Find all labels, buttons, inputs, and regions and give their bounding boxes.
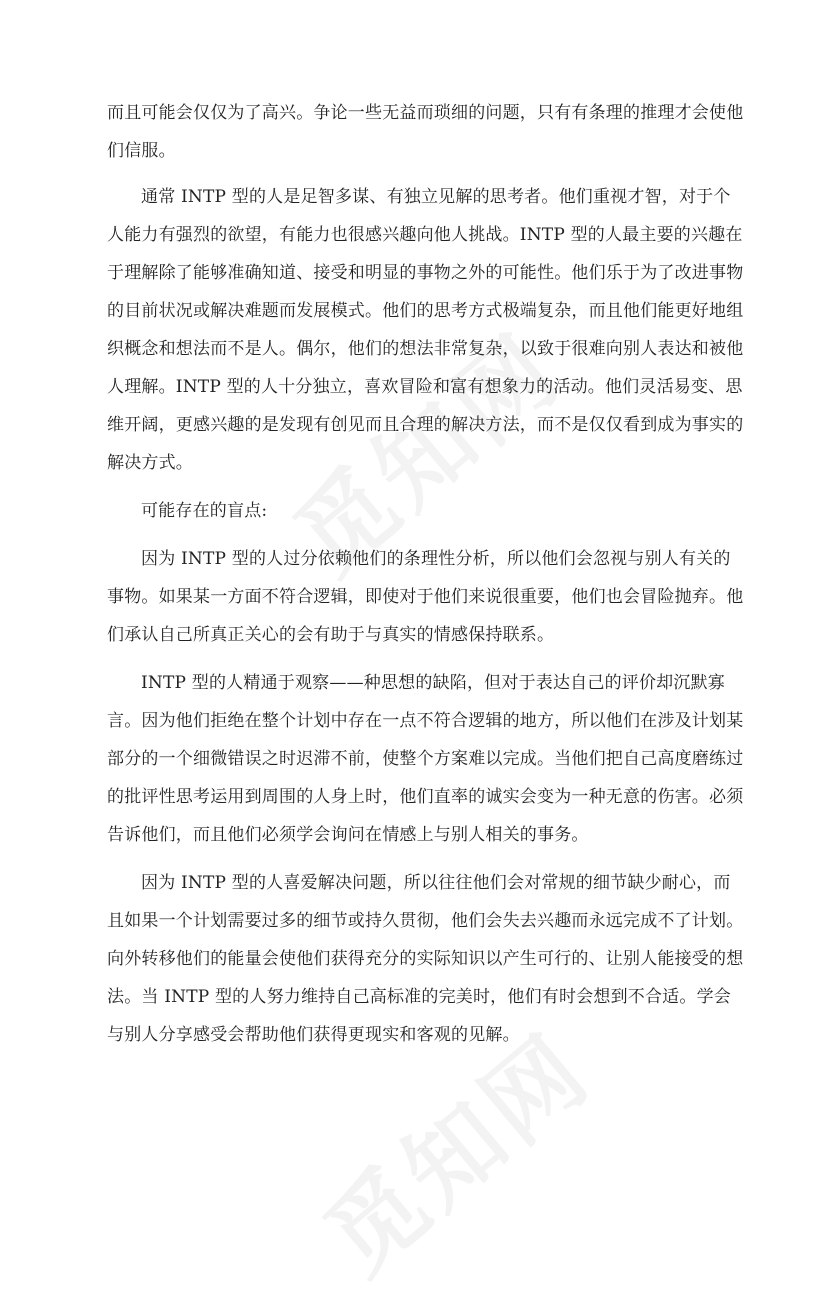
section-heading-blind-spots: 可能存在的盲点: [141,501,268,521]
paragraph-intp-overview: 通常 INTP 型的人是足智多谋、有独立见解的思考者。他们重视才智，对于个人能力有强烈的欲望，有能力也很感兴趣向他人挑战。INTP 型的人最主要的兴趣在于理解除了能够准确知道、接受和明显的事物之外的可能性。他们乐于为了改进事物的目前状况或解决难题而发展模式。他们的思考方式极端复杂，而且他们能更好地组织概念和想法而不是人。偶尔，他们的想法非常复杂，以致于很难向别人表达和被他人理解。INTP 型的人十分独立，喜欢冒险和富有想象力的活动。他们灵活易变、思维开阔，更感兴趣的是发现有创见而且合理的解决方法，而不是仅仅看到成为事实的解决方式。 [107,187,744,473]
document-body [107,94,747,1064]
paragraph-blind-spot-details: 因为 INTP 型的人喜爱解决问题，所以往往他们会对常规的细节缺少耐心，而且如果一个计划需要过多的细节或持久贯彻，他们会失去兴趣而永远完成不了计划。向外转移他们的能量会使他们获得充分的实际知识以产生可行的、让别人能接受的想法。当 INTP 型的人努力维持自己高标准的完美时，他们有时会想到不合适。学会与别人分享感受会帮助他们获得更现实和客观的见解。 [107,873,744,1045]
paragraph-continuation: 而且可能会仅仅为了高兴。争论一些无益而琐细的问题，只有有条理的推理才会使他们信服。 [107,103,744,161]
paragraph-blind-spot-logic: 因为 INTP 型的人过分依赖他们的条理性分析，所以他们会忽视与别人有关的事物。如果某一方面不符合逻辑，即使对于他们来说很重要，他们也会冒险抛弃。他们承认自己所真正关心的会有助于与真实的情感保持联系。 [107,549,744,645]
paragraph-blind-spot-criticism: INTP 型的人精通于观察——种思想的缺陷，但对于表达自己的评价却沉默寡言。因为他们拒绝在整个计划中存在一点不符合逻辑的地方，所以他们在涉及计划某部分的一个细微错误之时迟滞不前，使整个方案难以完成。当他们把自己高度磨练过的批评性思考运用到周围的人身上时，他们直率的诚实会变为一种无意的伤害。必须告诉他们，而且他们必须学会询问在情感上与别人相关的事务。 [107,673,744,845]
